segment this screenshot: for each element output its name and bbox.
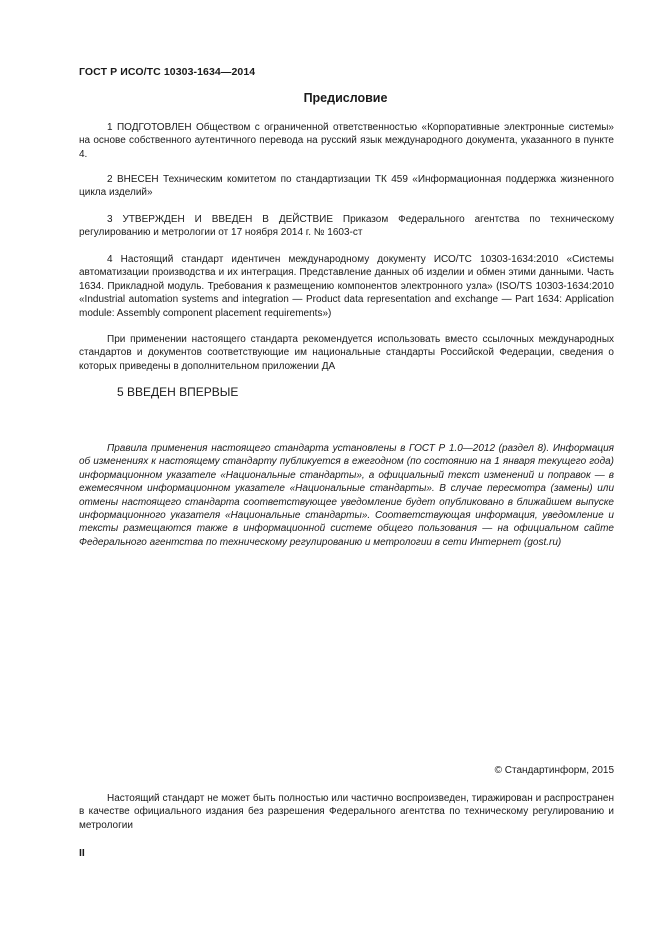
document-code-header: ГОСТ Р ИСО/ТС 10303-1634—2014	[79, 66, 256, 78]
copyright-line: © Стандартинформ, 2015	[494, 765, 614, 776]
paragraph-introduced-first: 5 ВВЕДЕН ВПЕРВЫЕ	[117, 385, 239, 399]
paragraph-application-note: При применении настоящего стандарта рекомендуется использовать вместо ссылочных международных стандартов и документов соответствующие им национальные стандарты Российской Федерации, сведения о которых приведены в дополнительном приложении ДА	[79, 334, 614, 372]
reproduction-restriction: Настоящий стандарт не может быть полностью или частично воспроизведен, тиражирован и распространен в качестве официального издания без разрешения Федерального агентства по техническому регулированию и метрологии	[79, 793, 614, 831]
page-title: Предисловие	[303, 91, 388, 105]
paragraph-submitted-by: 2 ВНЕСЕН Техническим комитетом по стандартизации ТК 459 «Информационная поддержка жизненного цикла изделий»	[79, 174, 614, 199]
page-number: II	[79, 847, 85, 859]
paragraph-identical-standard: 4 Настоящий стандарт идентичен международному документу ИСО/ТС 10303-1634:2010 «Системы автоматизации производства и их интеграция. Представление данных об изделии и обмен этими данными. Часть 1634. Прикладной модуль. Требования к размещению компонентов электронного узла» (ISO/TS 10303-1634:2010 «Industrial automation systems and integration — Product data representation and exchange — Part 1634: Application module: Assembly component placement requirements»)	[79, 254, 614, 319]
application-rules-notice: Правила применения настоящего стандарта установлены в ГОСТ Р 1.0—2012 (раздел 8). Информация об изменениях к настоящему стандарту публикуется в ежегодном (по состоянию на 1 января текущего года) информационном указателе «Национальные стандарты», а официальный текст изменений и поправок — в ежемесячном информационном указателе «Национальные стандарты». В случае пересмотра (замены) или отмены настоящего стандарта соответствующее уведомление будет опубликовано в ближайшем выпуске информационного указателя «Национальные стандарты». Соответствующая информация, уведомление и тексты размещаются также в информационной системе общего пользования — на официальном сайте Федерального агентства по техническому регулированию и метрологии в сети Интернет (gost.ru)	[79, 443, 614, 548]
paragraph-approved: 3 УТВЕРЖДЕН И ВВЕДЕН В ДЕЙСТВИЕ Приказом Федерального агентства по техническому регулированию и метрологии от 17 ноября 2014 г. № 1603-ст	[79, 214, 614, 239]
paragraph-prepared-by: 1 ПОДГОТОВЛЕН Обществом с ограниченной ответственностью «Корпоративные электронные системы» на основе собственного аутентичного перевода на русский язык международного документа, указанного в пункте 4.	[79, 122, 614, 160]
